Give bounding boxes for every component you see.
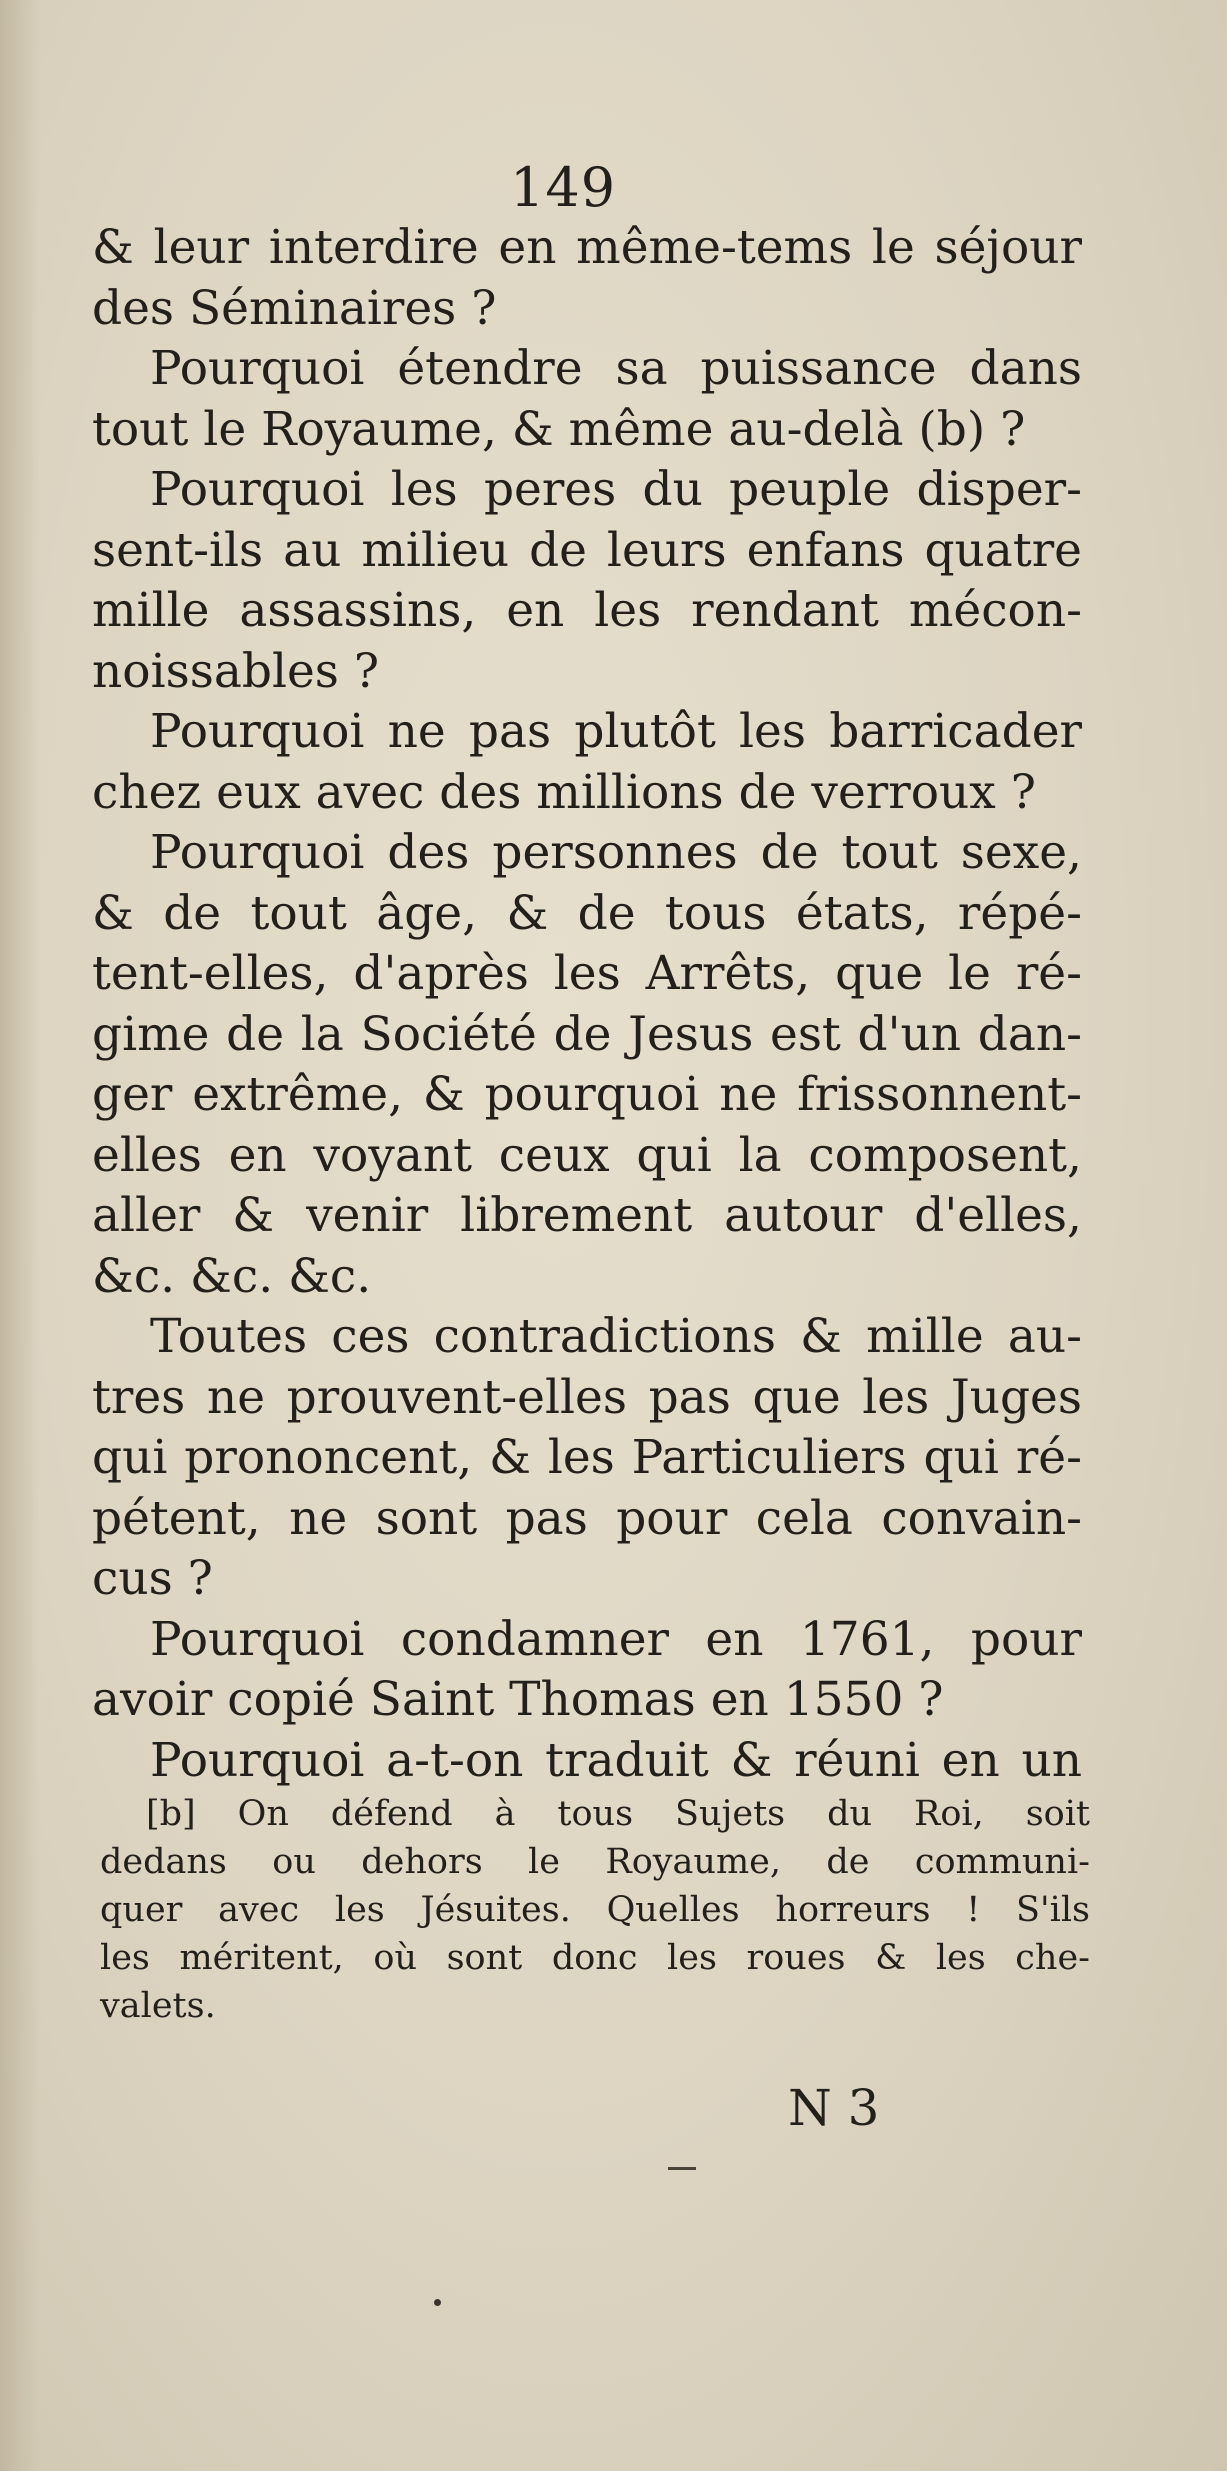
text-line: Pourquoi a-t-on traduit & réuni en un [150, 1732, 1082, 1788]
ink-speck [434, 2299, 441, 2306]
text-line: & de tout âge, & de tous états, répé- [92, 885, 1082, 941]
text-line: tout le Royaume, & même au-delà (b) ? [92, 401, 1026, 457]
text-line: chez eux avec des millions de verroux ? [92, 764, 1036, 820]
footnote [100, 1790, 1090, 2030]
text-line: elles en voyant ceux qui la composent, [92, 1127, 1082, 1183]
text-line: &c. &c. &c. [92, 1248, 372, 1304]
text-line: pétent, ne sont pas pour cela convain- [92, 1490, 1082, 1546]
footnote-line: dedans ou dehors le Royaume, de communi- [100, 1842, 1090, 1882]
text-line: sent-ils au milieu de leurs enfans quatre [92, 522, 1082, 578]
page-edge-shadow [0, 0, 40, 2471]
text-line: gime de la Société de Jesus est d'un dan- [92, 1006, 1082, 1062]
text-line: mille assassins, en les rendant mécon- [92, 583, 1082, 638]
footnote-line: quer avec les Jésuites. Quelles horreurs ! S'ils [100, 1890, 1090, 1930]
text-line: noissables ? [92, 643, 380, 699]
page-number: 149 [510, 156, 617, 219]
text-line: cus ? [92, 1551, 213, 1606]
text-line: Pourquoi les peres du peuple disper- [150, 462, 1082, 517]
text-line: des Séminaires ? [92, 280, 497, 336]
text-line: Pourquoi étendre sa puissance dans [150, 341, 1082, 396]
text-line: qui prononcent, & les Particuliers qui ré- [92, 1430, 1082, 1485]
text-line: Pourquoi ne pas plutôt les barricader [150, 704, 1082, 759]
text-line: & leur interdire en même-tems le séjour [92, 220, 1082, 275]
footnote-line: les méritent, où sont donc les roues & les che- [100, 1938, 1090, 1978]
main-text [92, 218, 1082, 1791]
text-line: aller & venir librement autour d'elles, [92, 1188, 1082, 1243]
text-line: Pourquoi condamner en 1761, pour [150, 1611, 1082, 1667]
text-line: Pourquoi des personnes de tout sexe, [150, 825, 1082, 880]
text-line: tres ne prouvent-elles pas que les Juges [92, 1369, 1082, 1425]
footnote-line: valets. [100, 1986, 216, 2026]
signature-mark: N 3 [788, 2079, 880, 2137]
text-line: Toutes ces contradictions & mille au- [150, 1309, 1082, 1364]
text-line: tent-elles, d'après les Arrêts, que le ré- [92, 946, 1082, 1001]
footnote-line: [b] On défend à tous Sujets du Roi, soit [146, 1794, 1090, 1834]
text-line: ger extrême, & pourquoi ne frissonnent- [92, 1067, 1082, 1122]
text-line: avoir copié Saint Thomas en 1550 ? [92, 1672, 944, 1727]
ink-mark [668, 2167, 696, 2170]
